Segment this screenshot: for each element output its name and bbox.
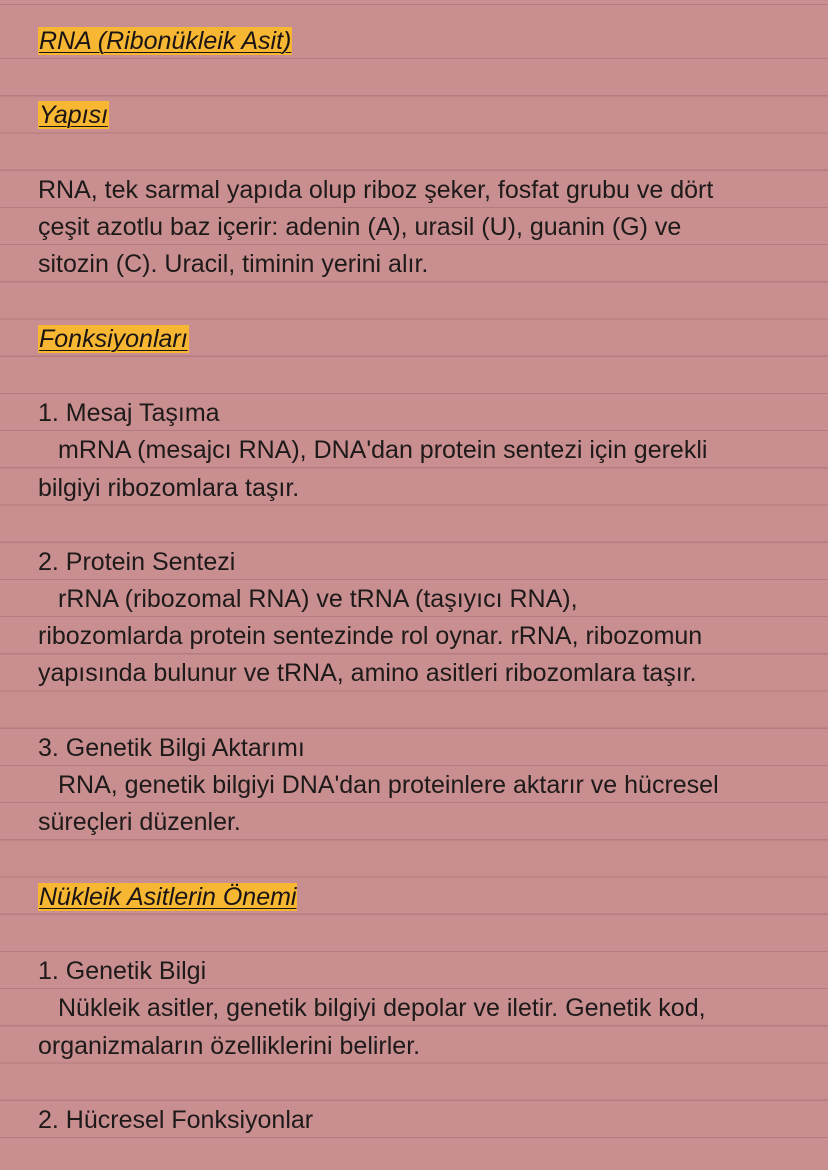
yapisi-line: sitozin (C). Uracil, timinin yerini alır. xyxy=(38,250,429,278)
item-body-line: yapısında bulunur ve tRNA, amino asitleri ribozomlara taşır. xyxy=(38,659,697,687)
item-title-mesaj-tasima: 1. Mesaj Taşıma xyxy=(38,399,220,427)
item-title-protein-sentezi: 2. Protein Sentezi xyxy=(38,548,236,576)
heading-fonksiyonlari-highlight: Fonksiyonları xyxy=(39,325,188,353)
yapisi-line: çeşit azotlu baz içerir: adenin (A), urasil (U), guanin (G) ve xyxy=(38,213,682,241)
item-body-line: organizmaların özelliklerini belirler. xyxy=(38,1032,421,1060)
heading-onemi-highlight: Nükleik Asitlerin Önemi xyxy=(39,883,297,911)
item-body-line: bilgiyi ribozomlara taşır. xyxy=(38,474,300,502)
item-body-line: rRNA (ribozomal RNA) ve tRNA (taşıyıcı RNA), xyxy=(58,585,578,613)
item-body-line: mRNA (mesajcı RNA), DNA'dan protein sentezi için gerekli xyxy=(58,436,708,464)
item-body-line: ribozomlarda protein sentezinde rol oynar. rRNA, ribozomun xyxy=(38,622,703,650)
item-title-genetik-bilgi: 1. Genetik Bilgi xyxy=(38,957,207,985)
item-body-line: Nükleik asitler, genetik bilgiyi depolar ve iletir. Genetik kod, xyxy=(58,994,706,1022)
heading-yapisi xyxy=(38,97,109,134)
heading-yapisi-highlight: Yapısı xyxy=(39,101,109,129)
item-title-genetik-bilgi-aktarimi: 3. Genetik Bilgi Aktarımı xyxy=(38,734,305,762)
title-highlight: RNA (Ribonükleik Asit) xyxy=(39,27,292,55)
item-title-hucresel-fonksiyonlar: 2. Hücresel Fonksiyonlar xyxy=(38,1106,314,1134)
item-body-line: süreçleri düzenler. xyxy=(38,808,241,836)
heading-nukleik-asitlerin-onemi xyxy=(38,879,297,916)
heading-fonksiyonlari xyxy=(38,321,189,358)
item-body-line: RNA, genetik bilgiyi DNA'dan proteinlere aktarır ve hücresel xyxy=(58,771,719,799)
yapisi-line: RNA, tek sarmal yapıda olup riboz şeker, fosfat grubu ve dört xyxy=(38,176,714,204)
page-title xyxy=(38,23,292,60)
